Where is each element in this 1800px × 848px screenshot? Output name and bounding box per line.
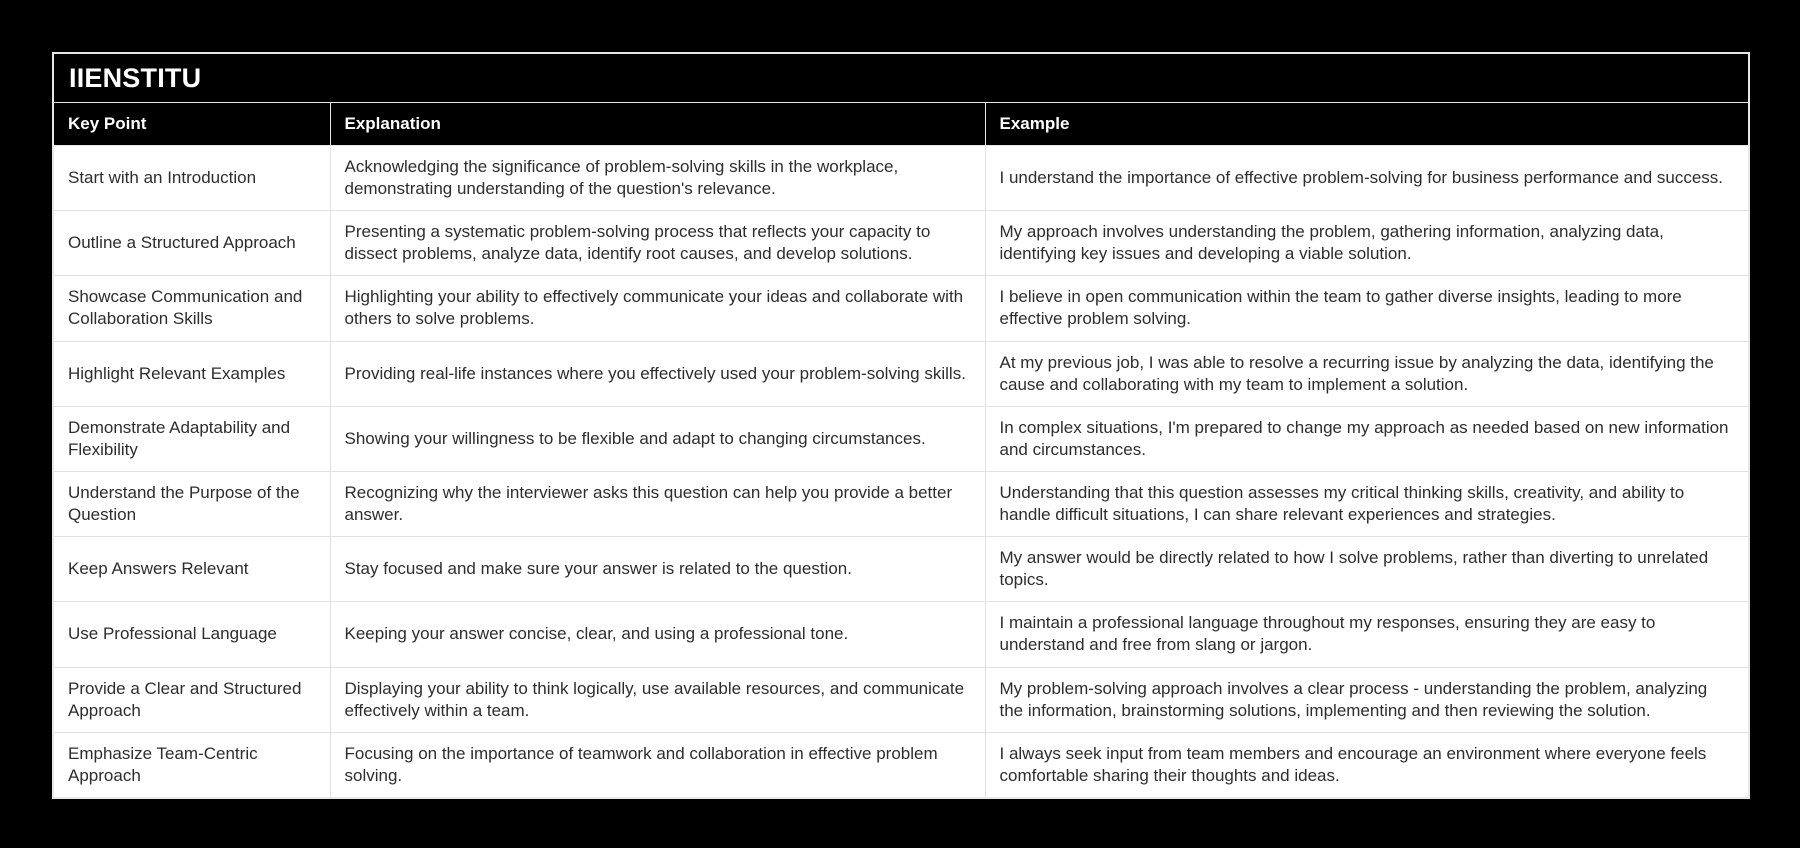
table-row	[54, 537, 1748, 602]
cell-explanation: Stay focused and make sure your answer is related to the question.	[330, 537, 985, 602]
table-header-row	[54, 103, 1748, 146]
table-row	[54, 146, 1748, 211]
column-header-explanation: Explanation	[330, 103, 985, 146]
cell-key-point: Highlight Relevant Examples	[54, 341, 330, 406]
cell-key-point: Keep Answers Relevant	[54, 537, 330, 602]
table-row	[54, 667, 1748, 732]
column-header-example: Example	[985, 103, 1748, 146]
cell-example: My approach involves understanding the problem, gathering information, analyzing data, identifying key issues and developing a viable solution.	[985, 211, 1748, 276]
table-row	[54, 471, 1748, 536]
cell-key-point: Showcase Communication and Collaboration Skills	[54, 276, 330, 341]
cell-explanation: Focusing on the importance of teamwork and collaboration in effective problem solving.	[330, 732, 985, 797]
cell-example: I understand the importance of effective problem-solving for business performance and success.	[985, 146, 1748, 211]
cell-explanation: Providing real-life instances where you effectively used your problem-solving skills.	[330, 341, 985, 406]
cell-explanation: Presenting a systematic problem-solving process that reflects your capacity to dissect problems, analyze data, identify root causes, and develop solutions.	[330, 211, 985, 276]
cell-example: At my previous job, I was able to resolve a recurring issue by analyzing the data, identifying the cause and collaborating with my team to implement a solution.	[985, 341, 1748, 406]
cell-key-point: Demonstrate Adaptability and Flexibility	[54, 406, 330, 471]
cell-explanation: Showing your willingness to be flexible and adapt to changing circumstances.	[330, 406, 985, 471]
cell-key-point: Emphasize Team-Centric Approach	[54, 732, 330, 797]
cell-explanation: Acknowledging the significance of problem-solving skills in the workplace, demonstrating understanding of the question's relevance.	[330, 146, 985, 211]
table-row	[54, 276, 1748, 341]
table-row	[54, 602, 1748, 667]
table-row	[54, 211, 1748, 276]
cell-key-point: Start with an Introduction	[54, 146, 330, 211]
cell-example: Understanding that this question assesses my critical thinking skills, creativity, and ability to handle difficult situations, I can share relevant experiences and strategies.	[985, 471, 1748, 536]
column-header-key-point: Key Point	[54, 103, 330, 146]
cell-explanation: Keeping your answer concise, clear, and using a professional tone.	[330, 602, 985, 667]
cell-key-point: Use Professional Language	[54, 602, 330, 667]
cell-explanation: Recognizing why the interviewer asks this question can help you provide a better answer.	[330, 471, 985, 536]
cell-example: In complex situations, I'm prepared to change my approach as needed based on new information and circumstances.	[985, 406, 1748, 471]
cell-example: My answer would be directly related to how I solve problems, rather than diverting to unrelated topics.	[985, 537, 1748, 602]
cell-key-point: Understand the Purpose of the Question	[54, 471, 330, 536]
table-row	[54, 406, 1748, 471]
table-row	[54, 341, 1748, 406]
cell-explanation: Highlighting your ability to effectively communicate your ideas and collaborate with others to solve problems.	[330, 276, 985, 341]
cell-example: I maintain a professional language throughout my responses, ensuring they are easy to understand and free from slang or jargon.	[985, 602, 1748, 667]
key-points-table	[54, 103, 1748, 797]
table-card	[52, 52, 1750, 799]
card-title: IIENSTITU	[54, 54, 1748, 103]
cell-key-point: Outline a Structured Approach	[54, 211, 330, 276]
cell-example: I always seek input from team members and encourage an environment where everyone feels comfortable sharing their thoughts and ideas.	[985, 732, 1748, 797]
table-row	[54, 732, 1748, 797]
cell-explanation: Displaying your ability to think logically, use available resources, and communicate effectively within a team.	[330, 667, 985, 732]
cell-example: My problem-solving approach involves a clear process - understanding the problem, analyzing the information, brainstorming solutions, implementing and then reviewing the solution.	[985, 667, 1748, 732]
cell-example: I believe in open communication within the team to gather diverse insights, leading to more effective problem solving.	[985, 276, 1748, 341]
cell-key-point: Provide a Clear and Structured Approach	[54, 667, 330, 732]
